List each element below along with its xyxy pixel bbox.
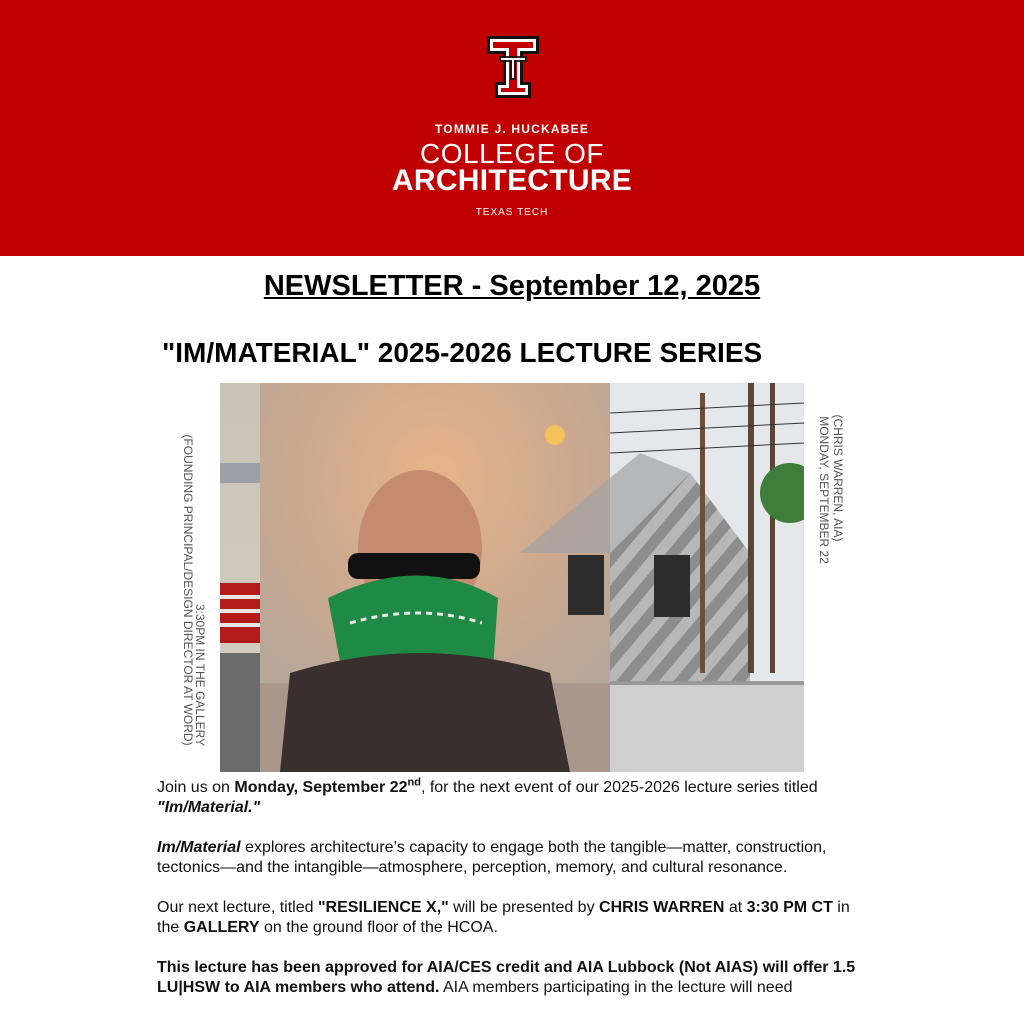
intro-paragraph (157, 778, 872, 818)
series-name: "Im/Material." (157, 799, 261, 816)
event-date: Monday, September 22 (234, 779, 408, 796)
credit-notice: This lecture has been approved for AIA/CES credit and AIA Lubbock (Not AIAS) will offer 1.5 LU|HSW to AIA members who attend. (157, 959, 856, 996)
poster-photo-collage (220, 383, 804, 772)
details-text-d: in the (157, 899, 850, 936)
event-date-suffix: nd (407, 776, 421, 789)
poster-caption-date: MONDAY, SEPTEMBER 22 (817, 416, 831, 564)
architecture-label: ARCHITECTURE (391, 164, 633, 197)
intro-text-b: , for the next event of our 2025-2026 lecture series titled (420, 779, 818, 796)
university-label: TEXAS TECH (475, 207, 549, 218)
double-t-logo-icon (485, 34, 541, 100)
details-text-e: on the ground floor of the HCOA. (259, 919, 498, 936)
newsletter-title: NEWSLETTER - September 12, 2025 (263, 270, 761, 302)
newsletter-body (157, 778, 872, 1018)
college-namesake: TOMMIE J. HUCKABEE (434, 122, 590, 136)
lecture-location: GALLERY (183, 919, 260, 936)
lecture-details-paragraph (157, 898, 872, 938)
header-banner (0, 0, 1024, 256)
lecture-poster-image[interactable] (220, 383, 804, 772)
series-name-italic: Im/Material (157, 839, 241, 856)
poster-caption-role: (FOUNDING PRINCIPAL/DESIGN DIRECTOR AT WORD) (181, 434, 195, 746)
speaker-name: CHRIS WARREN (599, 899, 725, 916)
details-text-a: Our next lecture, titled (157, 899, 318, 916)
college-of-label: COLLEGE OF (420, 138, 604, 169)
poster-caption-time: 3:30PM IN THE GALLERY (193, 603, 207, 747)
description-text: explores architecture’s capacity to engage both the tangible—matter, construction, tectonics—and the intangible—atmosphere, perception, memory, and cultural resonance. (157, 839, 827, 876)
poster-caption-speaker: (CHRIS WARREN, AIA) (831, 414, 845, 542)
credit-text: AIA members participating in the lecture will need (439, 979, 793, 996)
credit-paragraph (157, 958, 872, 998)
lecture-title: "RESILIENCE X," (317, 899, 449, 916)
details-text-c: at (724, 899, 747, 916)
intro-text-a: Join us on (157, 779, 235, 796)
double-t-logo[interactable] (485, 34, 541, 100)
lecture-time: 3:30 PM CT (746, 899, 833, 916)
lecture-series-title: "IM/MATERIAL" 2025-2026 LECTURE SERIES (162, 337, 763, 368)
details-text-b: will be presented by (448, 899, 600, 916)
description-paragraph (157, 838, 872, 878)
